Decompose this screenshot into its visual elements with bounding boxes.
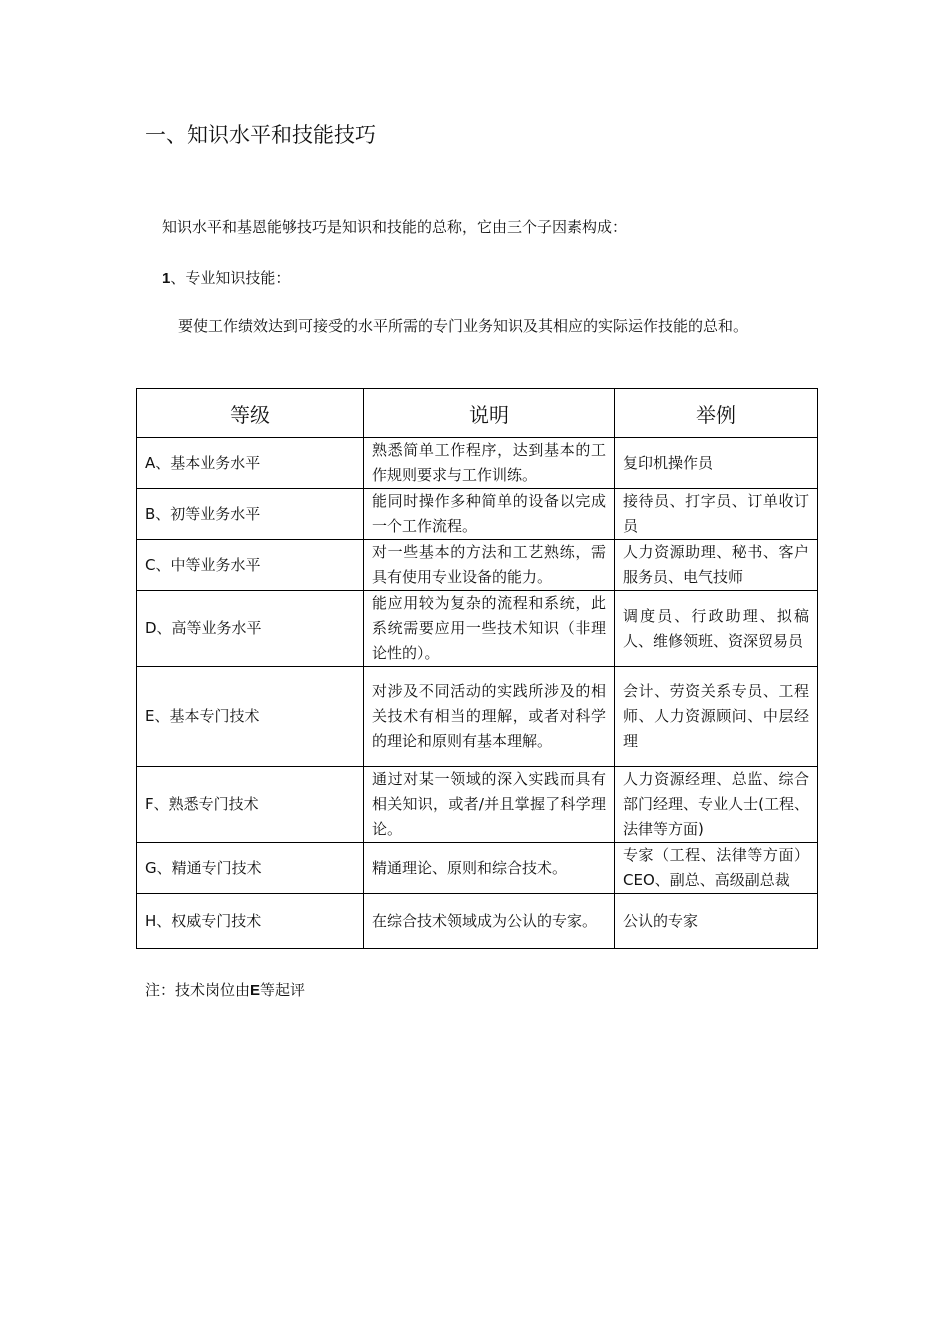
grade-cell: H、权威专门技术 (137, 894, 364, 949)
description-cell: 熟悉简单工作程序，达到基本的工作规则要求与工作训练。 (364, 438, 615, 489)
table-row (137, 489, 818, 540)
grade-cell: F、熟悉专门技术 (137, 767, 364, 843)
description-cell: 在综合技术领域成为公认的专家。 (364, 894, 615, 949)
footnote-grade: E (250, 982, 261, 999)
example-cell: 专家（工程、法律等方面）CEO、副总、高级副总裁 (615, 843, 818, 894)
example-cell: 人力资源助理、秘书、客户服务员、电气技师 (615, 540, 818, 591)
table-row (137, 591, 818, 667)
footnote-prefix: 注：技术岗位由 (145, 981, 251, 999)
table-row (137, 894, 818, 949)
table-row (137, 767, 818, 843)
grade-cell: G、精通专门技术 (137, 843, 364, 894)
definition-paragraph: 要使工作绩效达到可接受的水平所需的专门业务知识及其相应的实际运作技能的总和。 (178, 317, 749, 335)
example-cell: 人力资源经理、总监、综合部门经理、专业人士(工程、法律等方面) (615, 767, 818, 843)
table-row (137, 843, 818, 894)
subheading-number: 1 (162, 270, 171, 287)
description-cell: 通过对某一领域的深入实践而具有相关知识，或者/并且掌握了科学理论。 (364, 767, 615, 843)
description-cell: 对一些基本的方法和工艺熟练，需具有使用专业设备的能力。 (364, 540, 615, 591)
description-cell: 对涉及不同活动的实践所涉及的相关技术有相当的理解，或者对科学的理论和原则有基本理解。 (364, 667, 615, 767)
table-row (137, 438, 818, 489)
grade-cell: B、初等业务水平 (137, 489, 364, 540)
table-row (137, 667, 818, 767)
header-description: 说明 (364, 389, 615, 438)
table-row (137, 540, 818, 591)
example-cell: 会计、劳资关系专员、工程师、人力资源顾问、中层经理 (615, 667, 818, 767)
description-cell: 能应用较为复杂的流程和系统，此系统需要应用一些技术知识（非理论性的）。 (364, 591, 615, 667)
grade-cell: D、高等业务水平 (137, 591, 364, 667)
header-grade: 等级 (137, 389, 364, 438)
example-cell: 接待员、打字员、订单收订员 (615, 489, 818, 540)
header-example: 举例 (615, 389, 818, 438)
example-cell: 调度员、行政助理、拟稿人、维修领班、资深贸易员 (615, 591, 818, 667)
page-heading: 一、知识水平和技能技巧 (145, 123, 376, 147)
grade-cell: C、中等业务水平 (137, 540, 364, 591)
grade-cell: E、基本专门技术 (137, 667, 364, 767)
section-subheading (162, 266, 290, 291)
footnote (145, 978, 305, 1003)
example-cell: 公认的专家 (615, 894, 818, 949)
table-header-row (137, 389, 818, 438)
intro-paragraph: 知识水平和基恩能够技巧是知识和技能的总称，它由三个子因素构成： (162, 218, 628, 236)
footnote-suffix: 等起评 (260, 981, 306, 999)
example-cell: 复印机操作员 (615, 438, 818, 489)
knowledge-level-table (136, 388, 818, 949)
grade-cell: A、基本业务水平 (137, 438, 364, 489)
description-cell: 精通理论、原则和综合技术。 (364, 843, 615, 894)
subheading-text: 、专业知识技能： (170, 269, 291, 287)
description-cell: 能同时操作多种简单的设备以完成一个工作流程。 (364, 489, 615, 540)
